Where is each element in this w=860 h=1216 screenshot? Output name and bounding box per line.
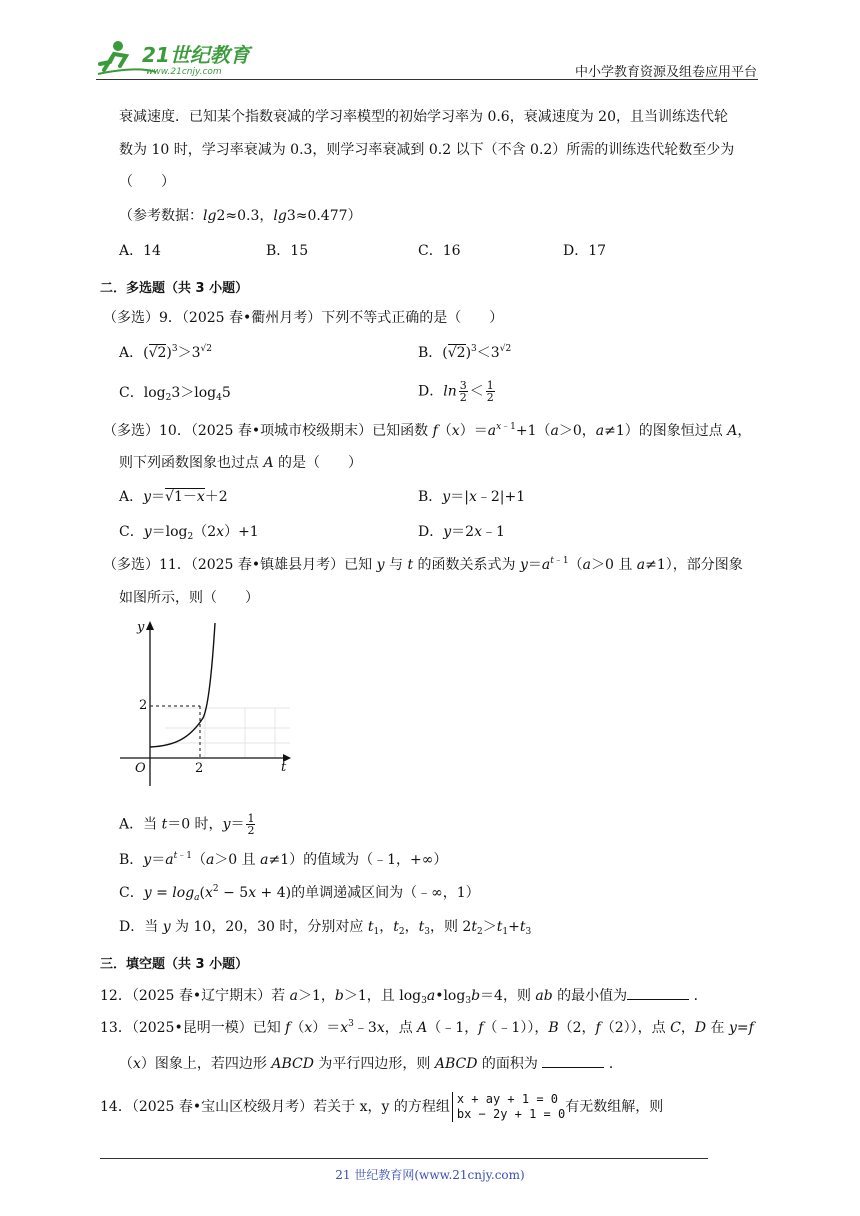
q11-option-b: B．$y=a^{t﹣1}(a>0$ 且 a≠1）的值域为（﹣1，+∞） bbox=[119, 851, 448, 868]
graph-x-tick: 2 bbox=[195, 761, 204, 776]
footer-divider bbox=[100, 1158, 708, 1159]
svg-text:www.21cnjy.com: www.21cnjy.com bbox=[146, 67, 222, 77]
q10-option-c: C．$y=\log_2(2x)+1$ bbox=[119, 524, 259, 542]
q8-line3: （ ） bbox=[119, 174, 175, 190]
q11-stem-line1: （多选）11．（2025 春•镇雄县月考）已知 y 与 t 的函数关系式为 $y=a^{t﹣1}(a>0$ 且 a≠1），部分图象 bbox=[103, 556, 743, 573]
q14-eq2: bx − 2y + 1 = 0 bbox=[456, 1107, 566, 1121]
q9-option-c: C．$\log_23>\log_45$ bbox=[119, 385, 231, 403]
q11-option-a: A．当 t＝0 时，y＝ $\frac{1}{2}$ bbox=[119, 812, 255, 837]
q11-graph bbox=[115, 618, 295, 788]
section2-title: 二．多选题（共 3 小题） bbox=[100, 281, 249, 296]
q13-line2: （x）图象上，若四边形 ABCD 为平行四边形，则 ABCD 的面积为 ． bbox=[119, 1053, 623, 1074]
q8-line2: 数为 10 时，学习率衰减为 0.3，则学习率衰减到 0.2 以下（不含 0.2）所需的训练迭代轮数至少为 bbox=[119, 142, 735, 158]
section3-title: 三．填空题（共 3 小题） bbox=[100, 957, 249, 972]
q8-line1: 衰减速度．已知某个指数衰减的学习率模型的初始学习率为 0.6，衰减速度为 20，且当训练迭代轮 bbox=[119, 109, 728, 125]
q10-stem-line2: 则下列函数图象也过点 A 的是（ ） bbox=[119, 455, 363, 471]
q9-option-a: A．$(√2)^3>3^{√2}$ bbox=[119, 344, 212, 361]
q8-option-d: D．17 bbox=[563, 243, 607, 259]
q8-reference: （参考数据：lg2≈0.3，lg3≈0.477） bbox=[119, 208, 362, 224]
q8-option-b: B．15 bbox=[266, 243, 309, 259]
q10-option-b: B．y＝|x﹣2|+1 bbox=[418, 489, 526, 505]
graph-y-tick: 2 bbox=[139, 698, 148, 713]
header-platform-text: 中小学教育资源及组卷应用平台 bbox=[574, 64, 757, 79]
q10-option-a: A．y＝√1－x＋2 bbox=[119, 489, 228, 505]
q9-stem: （多选）9．（2025 春•衢州月考）下列不等式正确的是（ ） bbox=[103, 310, 504, 326]
header-divider bbox=[96, 79, 758, 80]
q14-system bbox=[452, 1092, 565, 1122]
site-logo bbox=[96, 36, 266, 78]
q11-option-d: D．当 y 为 10，20，30 时，分别对应 $t_1$，$t_2$，$t_3$，则 $2t_2>t_1+t_3$ bbox=[119, 919, 532, 937]
graph-origin-label: O bbox=[135, 761, 146, 776]
q14-stem bbox=[100, 1092, 663, 1122]
q11-stem-line2: 如图所示，则（ ） bbox=[119, 590, 259, 606]
q13-line1: 13．（2025•昆明一模）已知 $f(x)=x^3﹣3x$，点 A（﹣1，f（﹣1）），B（2，f（2）），点 C，D 在 y=f bbox=[100, 1019, 754, 1036]
q10-option-d: D．y＝2x﹣1 bbox=[418, 524, 505, 540]
q9-option-b: B．$(√2)^3<3^{√2}$ bbox=[418, 344, 512, 361]
footer-text: 21 世纪教育网(www.21cnjy.com) bbox=[335, 1168, 525, 1182]
q10-stem-line1: （多选）10．（2025 春•项城市校级期末）已知函数 $f(x)=a^{x﹣1}+1(a>0$，a≠1）的图象恒过点 A， bbox=[103, 422, 752, 439]
q8-option-c: C．16 bbox=[418, 243, 461, 259]
q8-option-a: A．14 bbox=[119, 243, 161, 259]
q14-eq1: x + ay + 1 = 0 bbox=[456, 1092, 559, 1106]
q12-text: 12．（2025 春•辽宁期末）若 a＞1，b＞1，且 $\log_3a•\log_3b=4$，则 ab 的最小值为 ． bbox=[100, 985, 708, 1006]
graph-y-label: y bbox=[137, 620, 145, 635]
graph-x-label: t bbox=[281, 760, 287, 775]
q11-option-c: C．$y = \log_a(x^2 - 5x + 4)$的单调递减区间为（﹣∞，1） bbox=[119, 884, 480, 903]
svg-text:21世纪教育: 21世纪教育 bbox=[142, 43, 250, 67]
q14-post: 有无数组解，则 bbox=[565, 1099, 664, 1115]
q14-pre: 14．（2025 春•宝山区校级月考）若关于 x，y 的方程组 bbox=[100, 1099, 450, 1115]
q9-option-d: D．ln $\frac{3}{2}$ ＜ $\frac{1}{2}$ bbox=[418, 379, 494, 404]
